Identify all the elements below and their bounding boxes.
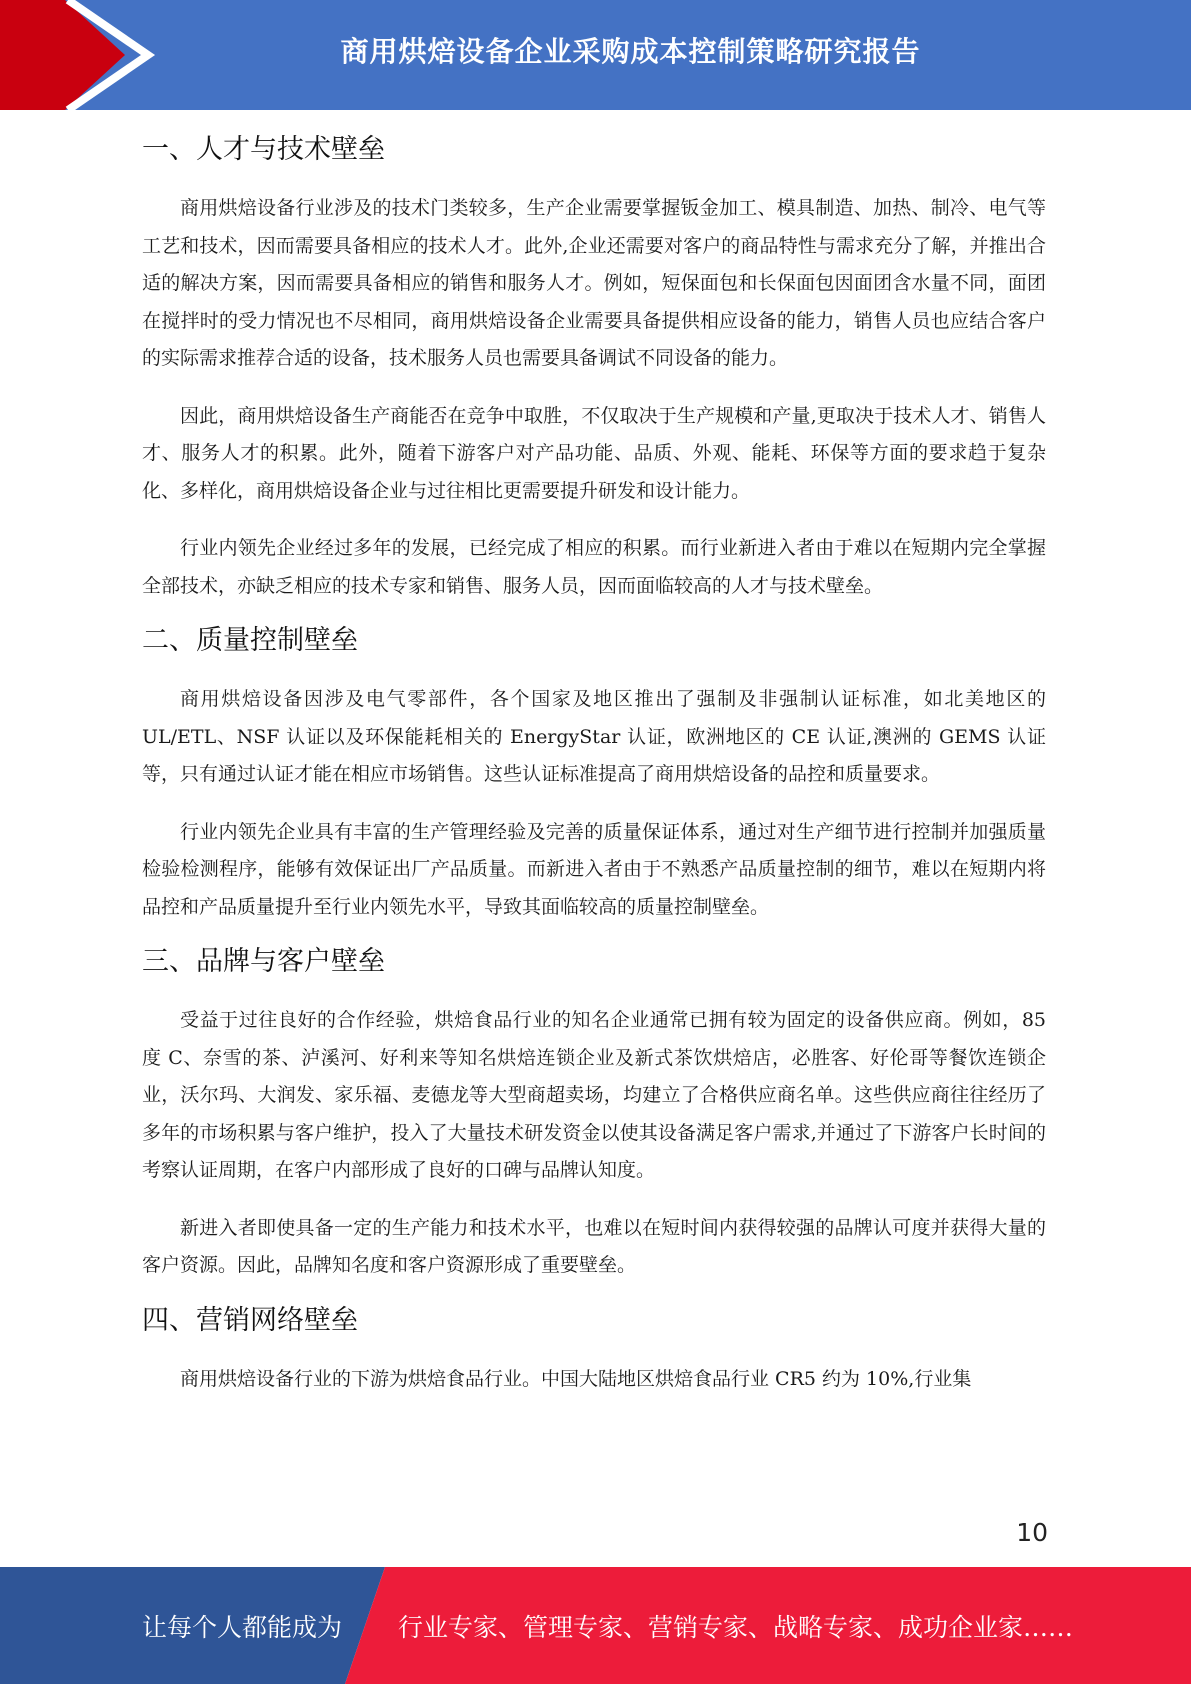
section-heading-quality-control: 二、质量控制壁垒 xyxy=(142,625,358,656)
page-footer xyxy=(0,1567,1191,1684)
report-body xyxy=(142,126,1046,1398)
footer-slogan-right: 行业专家、管理专家、营销专家、战略专家、成功企业家…… xyxy=(398,1612,1074,1642)
paragraph: 行业内领先企业具有丰富的生产管理经验及完善的质量保证体系，通过对生产细节进行控制并加强质量检验检测程序，能够有效保证出厂产品质量。而新进入者由于不熟悉产品质量控制的细节，难以在短期内将品控和产品质量提升至行业内领先水平，导致其面临较高的质量控制壁垒。 xyxy=(142,820,1046,918)
paragraph: 商用烘焙设备行业的下游为烘焙食品行业。中国大陆地区烘焙食品行业 CR5 约为 10%,行业集 xyxy=(180,1367,972,1390)
section-heading-brand-customer: 三、品牌与客户壁垒 xyxy=(142,946,385,977)
footer-slogan-left: 让每个人都能成为 xyxy=(142,1612,343,1642)
paragraph: 因此，商用烘焙设备生产商能否在竞争中取胜，不仅取决于生产规模和产量,更取决于技术人才、销售人才、服务人才的积累。此外，随着下游客户对产品功能、品质、外观、能耗、环保等方面的要求趋于复杂化、多样化，商用烘焙设备企业与过往相比更需要提升研发和设计能力。 xyxy=(142,404,1046,502)
header-chevron-decoration xyxy=(0,0,160,110)
paragraph: 行业内领先企业经过多年的发展，已经完成了相应的积累。而行业新进入者由于难以在短期内完全掌握全部技术，亦缺乏相应的技术专家和销售、服务人员，因而面临较高的人才与技术壁垒。 xyxy=(142,537,1046,597)
report-title: 商用烘焙设备企业采购成本控制策略研究报告 xyxy=(340,35,921,68)
paragraph: 新进入者即使具备一定的生产能力和技术水平，也难以在短时间内获得较强的品牌认可度并获得大量的客户资源。因此，品牌知名度和客户资源形成了重要壁垒。 xyxy=(142,1216,1046,1276)
section-heading-marketing-network: 四、营销网络壁垒 xyxy=(142,1304,358,1336)
section-heading-talent-tech: 一、人才与技术壁垒 xyxy=(142,134,385,165)
header-red-chevron xyxy=(0,0,125,110)
paragraph: 受益于过往良好的合作经验，烘焙食品行业的知名企业通常已拥有较为固定的设备供应商。例如，85 度 C、奈雪的茶、泸溪河、好利来等知名烘焙连锁企业及新式茶饮烘焙店，必胜客、好伦哥等餐饮连锁企业，沃尔玛、大润发、家乐福、麦德龙等大型商超卖场，均建立了合格供应商名单。这些供应商往往经历了多年的市场积累与客户维护，投入了大量技术研发资金以使其设备满足客户需求,并通过了下游客户长时间的考察认证周期，在客户内部形成了良好的口碑与品牌认知度。 xyxy=(142,1009,1046,1181)
page-header xyxy=(0,0,1191,110)
paragraph: 商用烘焙设备行业涉及的技术门类较多，生产企业需要掌握钣金加工、模具制造、加热、制冷、电气等工艺和技术，因而需要具备相应的技术人才。此外,企业还需要对客户的商品特性与需求充分了解，并推出合适的解决方案，因而需要具备相应的销售和服务人才。例如，短保面包和长保面包因面团含水量不同，面团在搅拌时的受力情况也不尽相同，商用烘焙设备企业需要具备提供相应设备的能力，销售人员也应结合客户的实际需求推荐合适的设备，技术服务人员也需要具备调试不同设备的能力。 xyxy=(142,197,1046,369)
paragraph: 商用烘焙设备因涉及电气零部件，各个国家及地区推出了强制及非强制认证标准，如北美地区的 UL/ETL、NSF 认证以及环保能耗相关的 EnergyStar 认证，欧洲地区的 CE 认证,澳洲的 GEMS 认证等，只有通过认证才能在相应市场销售。这些认证标准提高了商用烘焙设备的品控和质量要求。 xyxy=(142,688,1046,785)
page-number: 10 xyxy=(1016,1518,1048,1547)
